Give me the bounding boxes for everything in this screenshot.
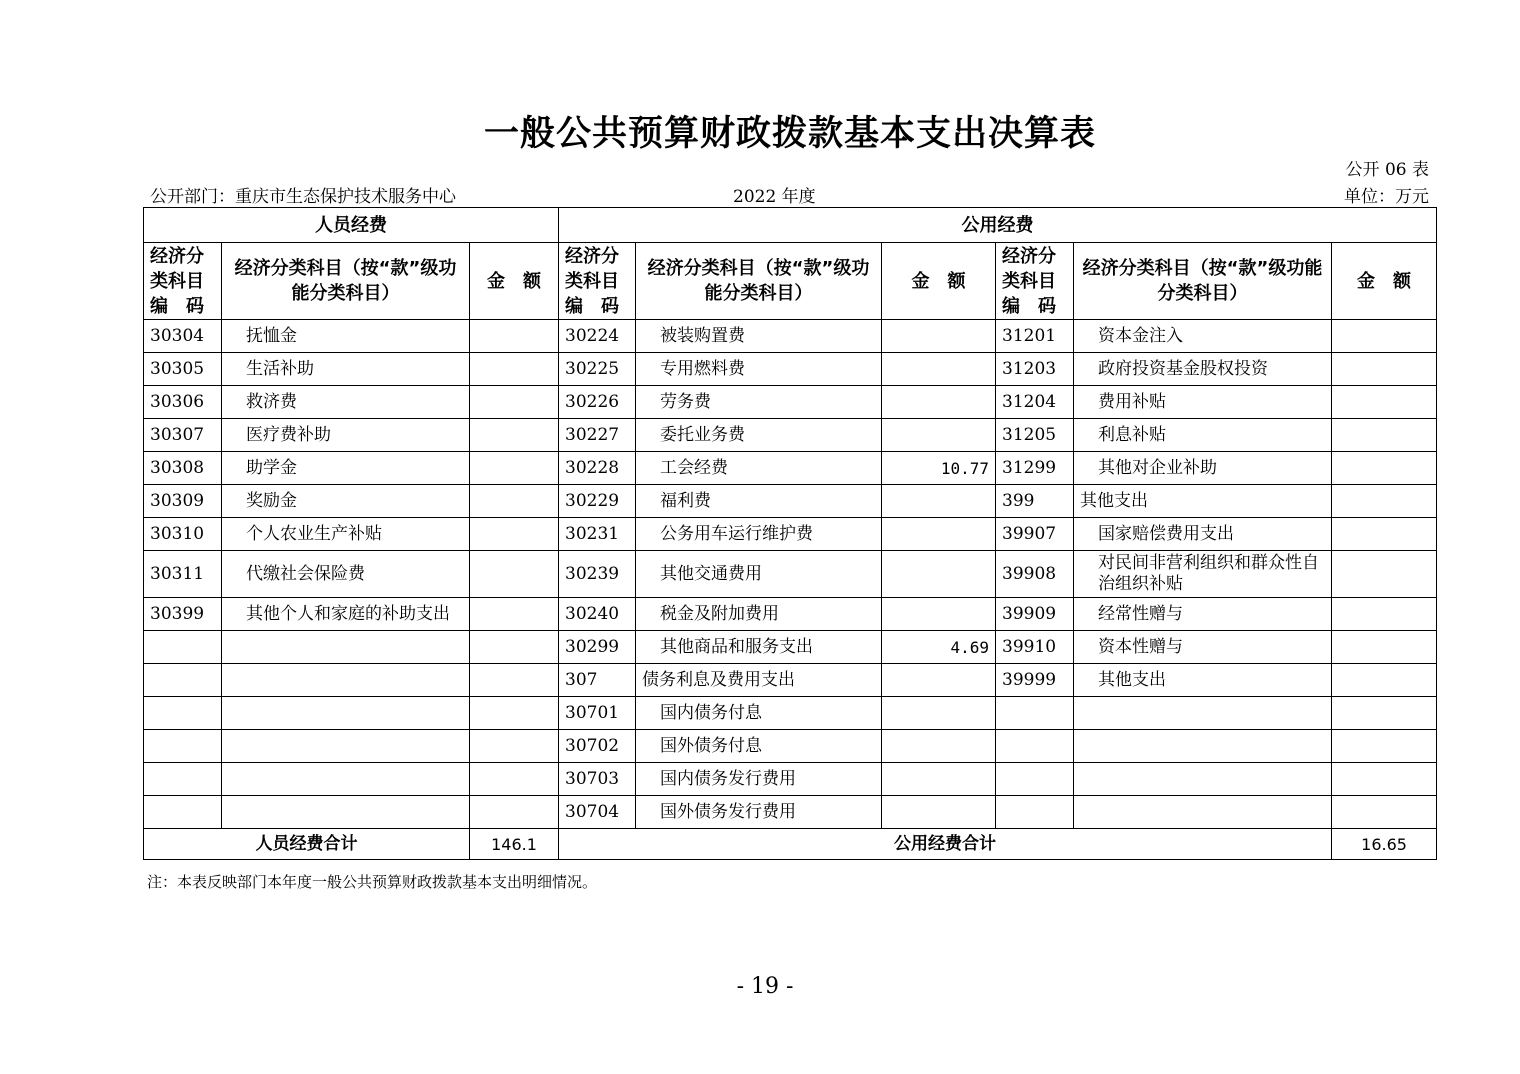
cell-code	[144, 631, 222, 664]
column-header-row	[144, 243, 1437, 320]
cell-name: 公务用车运行维护费	[636, 518, 882, 551]
public-total-label: 公用经费合计	[559, 829, 1332, 860]
cell-code	[144, 796, 222, 829]
cell-name	[1074, 697, 1332, 730]
cell-amount	[470, 551, 559, 598]
expenditure-table	[143, 207, 1437, 860]
cell-name: 国家赔偿费用支出	[1074, 518, 1332, 551]
cell-code: 30309	[144, 485, 222, 518]
header-code: 经济分类科目编 码	[996, 243, 1074, 320]
cell-amount	[882, 419, 996, 452]
cell-amount	[882, 730, 996, 763]
cell-code: 30225	[559, 353, 636, 386]
cell-amount	[470, 485, 559, 518]
table-row	[144, 796, 1437, 829]
cell-code: 30399	[144, 598, 222, 631]
personnel-total-value: 146.1	[470, 829, 559, 860]
table-row	[144, 518, 1437, 551]
cell-name: 费用补贴	[1074, 386, 1332, 419]
header-code: 经济分类科目编 码	[559, 243, 636, 320]
unit-label: 单位：万元	[1344, 187, 1429, 207]
cell-amount	[1332, 598, 1437, 631]
header-code: 经济分类科目编 码	[144, 243, 222, 320]
header-amount: 金 额	[1332, 243, 1437, 320]
cell-amount	[470, 796, 559, 829]
cell-amount	[1332, 697, 1437, 730]
cell-amount	[882, 598, 996, 631]
cell-amount	[470, 598, 559, 631]
table-row	[144, 551, 1437, 598]
cell-amount	[1332, 551, 1437, 598]
cell-name: 医疗费补助	[222, 419, 470, 452]
cell-name: 对民间非营利组织和群众性自治组织补贴	[1074, 551, 1332, 598]
header-amount: 金 额	[882, 243, 996, 320]
cell-code: 39999	[996, 664, 1074, 697]
cell-name	[222, 763, 470, 796]
personnel-total-label: 人员经费合计	[144, 829, 470, 860]
cell-name: 救济费	[222, 386, 470, 419]
cell-name: 资本性赠与	[1074, 631, 1332, 664]
cell-name	[222, 796, 470, 829]
cell-amount: 10.77	[882, 452, 996, 485]
cell-amount	[882, 485, 996, 518]
cell-code: 39907	[996, 518, 1074, 551]
cell-name: 资本金注入	[1074, 320, 1332, 353]
cell-name: 奖励金	[222, 485, 470, 518]
cell-name: 利息补贴	[1074, 419, 1332, 452]
cell-name: 抚恤金	[222, 320, 470, 353]
cell-name	[1074, 796, 1332, 829]
cell-code: 30239	[559, 551, 636, 598]
cell-name: 代缴社会保险费	[222, 551, 470, 598]
cell-amount	[1332, 353, 1437, 386]
cell-code: 39908	[996, 551, 1074, 598]
cell-amount	[1332, 730, 1437, 763]
cell-name: 助学金	[222, 452, 470, 485]
cell-code: 30304	[144, 320, 222, 353]
form-number: 公开 06 表	[1345, 160, 1429, 180]
cell-name	[222, 664, 470, 697]
cell-name: 被装购置费	[636, 320, 882, 353]
cell-amount	[882, 796, 996, 829]
header-name: 经济分类科目（按“款”级功能分类科目）	[1074, 243, 1332, 320]
cell-amount	[882, 320, 996, 353]
cell-name: 其他支出	[1074, 664, 1332, 697]
cell-amount	[470, 386, 559, 419]
cell-code: 30704	[559, 796, 636, 829]
cell-name: 委托业务费	[636, 419, 882, 452]
cell-name: 工会经费	[636, 452, 882, 485]
cell-name: 国内债务发行费用	[636, 763, 882, 796]
cell-amount	[1332, 518, 1437, 551]
cell-amount	[470, 730, 559, 763]
cell-name: 国外债务发行费用	[636, 796, 882, 829]
cell-code: 30240	[559, 598, 636, 631]
header-name: 经济分类科目（按“款”级功能分类科目）	[222, 243, 470, 320]
cell-code: 30231	[559, 518, 636, 551]
cell-amount	[1332, 485, 1437, 518]
cell-amount	[882, 664, 996, 697]
cell-name: 债务利息及费用支出	[636, 664, 882, 697]
cell-amount	[470, 664, 559, 697]
cell-code: 30227	[559, 419, 636, 452]
cell-name	[1074, 763, 1332, 796]
cell-amount	[882, 763, 996, 796]
cell-code: 30703	[559, 763, 636, 796]
cell-amount	[1332, 419, 1437, 452]
cell-name	[222, 631, 470, 664]
cell-name: 国外债务付息	[636, 730, 882, 763]
cell-code: 31205	[996, 419, 1074, 452]
cell-name: 福利费	[636, 485, 882, 518]
cell-amount: 4.69	[882, 631, 996, 664]
cell-code: 39909	[996, 598, 1074, 631]
cell-name: 经常性赠与	[1074, 598, 1332, 631]
cell-code	[144, 730, 222, 763]
cell-code: 31299	[996, 452, 1074, 485]
public-total-value: 16.65	[1332, 829, 1437, 860]
cell-name: 其他支出	[1074, 485, 1332, 518]
table-row	[144, 631, 1437, 664]
cell-name: 生活补助	[222, 353, 470, 386]
cell-amount	[1332, 386, 1437, 419]
table-row	[144, 485, 1437, 518]
section-header-row	[144, 208, 1437, 243]
cell-code: 30311	[144, 551, 222, 598]
cell-amount	[470, 353, 559, 386]
department-label: 公开部门：重庆市生态保护技术服务中心	[150, 187, 456, 207]
cell-name: 劳务费	[636, 386, 882, 419]
cell-code: 31204	[996, 386, 1074, 419]
totals-row	[144, 829, 1437, 860]
cell-amount	[1332, 452, 1437, 485]
table-row	[144, 763, 1437, 796]
cell-name: 税金及附加费用	[636, 598, 882, 631]
cell-amount	[470, 419, 559, 452]
cell-amount	[470, 320, 559, 353]
cell-amount	[470, 452, 559, 485]
cell-amount	[1332, 763, 1437, 796]
cell-name	[1074, 730, 1332, 763]
cell-name: 其他个人和家庭的补助支出	[222, 598, 470, 631]
cell-code	[996, 796, 1074, 829]
cell-code: 30299	[559, 631, 636, 664]
cell-amount	[470, 763, 559, 796]
cell-amount	[1332, 320, 1437, 353]
cell-amount	[1332, 796, 1437, 829]
cell-amount	[882, 353, 996, 386]
cell-amount	[1332, 631, 1437, 664]
cell-code	[144, 763, 222, 796]
footnote: 注：本表反映部门本年度一般公共预算财政拨款基本支出明细情况。	[147, 873, 598, 891]
cell-code	[144, 664, 222, 697]
header-name: 经济分类科目（按“款”级功能分类科目）	[636, 243, 882, 320]
section-personnel: 人员经费	[144, 208, 559, 243]
cell-code: 30224	[559, 320, 636, 353]
cell-amount	[882, 386, 996, 419]
cell-code: 30226	[559, 386, 636, 419]
cell-code	[996, 763, 1074, 796]
cell-name	[222, 730, 470, 763]
cell-amount	[882, 697, 996, 730]
cell-code: 30305	[144, 353, 222, 386]
cell-code: 30228	[559, 452, 636, 485]
cell-amount	[882, 518, 996, 551]
cell-code	[996, 730, 1074, 763]
page-title: 一般公共预算财政拨款基本支出决算表	[483, 114, 1096, 154]
cell-code: 399	[996, 485, 1074, 518]
cell-name: 政府投资基金股权投资	[1074, 353, 1332, 386]
cell-name	[222, 697, 470, 730]
table-row	[144, 452, 1437, 485]
cell-code: 30701	[559, 697, 636, 730]
fiscal-year: 2022 年度	[733, 187, 816, 207]
cell-amount	[470, 518, 559, 551]
table-row	[144, 730, 1437, 763]
cell-name: 专用燃料费	[636, 353, 882, 386]
table-row	[144, 353, 1437, 386]
cell-code: 307	[559, 664, 636, 697]
cell-code	[144, 697, 222, 730]
cell-code: 30702	[559, 730, 636, 763]
cell-amount	[882, 551, 996, 598]
table-row	[144, 386, 1437, 419]
cell-code: 39910	[996, 631, 1074, 664]
table-row	[144, 419, 1437, 452]
cell-code: 31203	[996, 353, 1074, 386]
cell-code: 31201	[996, 320, 1074, 353]
cell-name: 其他商品和服务支出	[636, 631, 882, 664]
cell-amount	[470, 697, 559, 730]
cell-code: 30306	[144, 386, 222, 419]
cell-name: 其他交通费用	[636, 551, 882, 598]
cell-code: 30229	[559, 485, 636, 518]
cell-code: 30308	[144, 452, 222, 485]
table-row	[144, 320, 1437, 353]
header-amount: 金 额	[470, 243, 559, 320]
cell-code: 30307	[144, 419, 222, 452]
table-row	[144, 598, 1437, 631]
page-number: - 19 -	[736, 974, 794, 999]
cell-name: 个人农业生产补贴	[222, 518, 470, 551]
cell-name: 其他对企业补助	[1074, 452, 1332, 485]
cell-code: 30310	[144, 518, 222, 551]
table-row	[144, 664, 1437, 697]
cell-name: 国内债务付息	[636, 697, 882, 730]
cell-amount	[470, 631, 559, 664]
cell-amount	[1332, 664, 1437, 697]
section-public: 公用经费	[559, 208, 1437, 243]
cell-code	[996, 697, 1074, 730]
table-row	[144, 697, 1437, 730]
